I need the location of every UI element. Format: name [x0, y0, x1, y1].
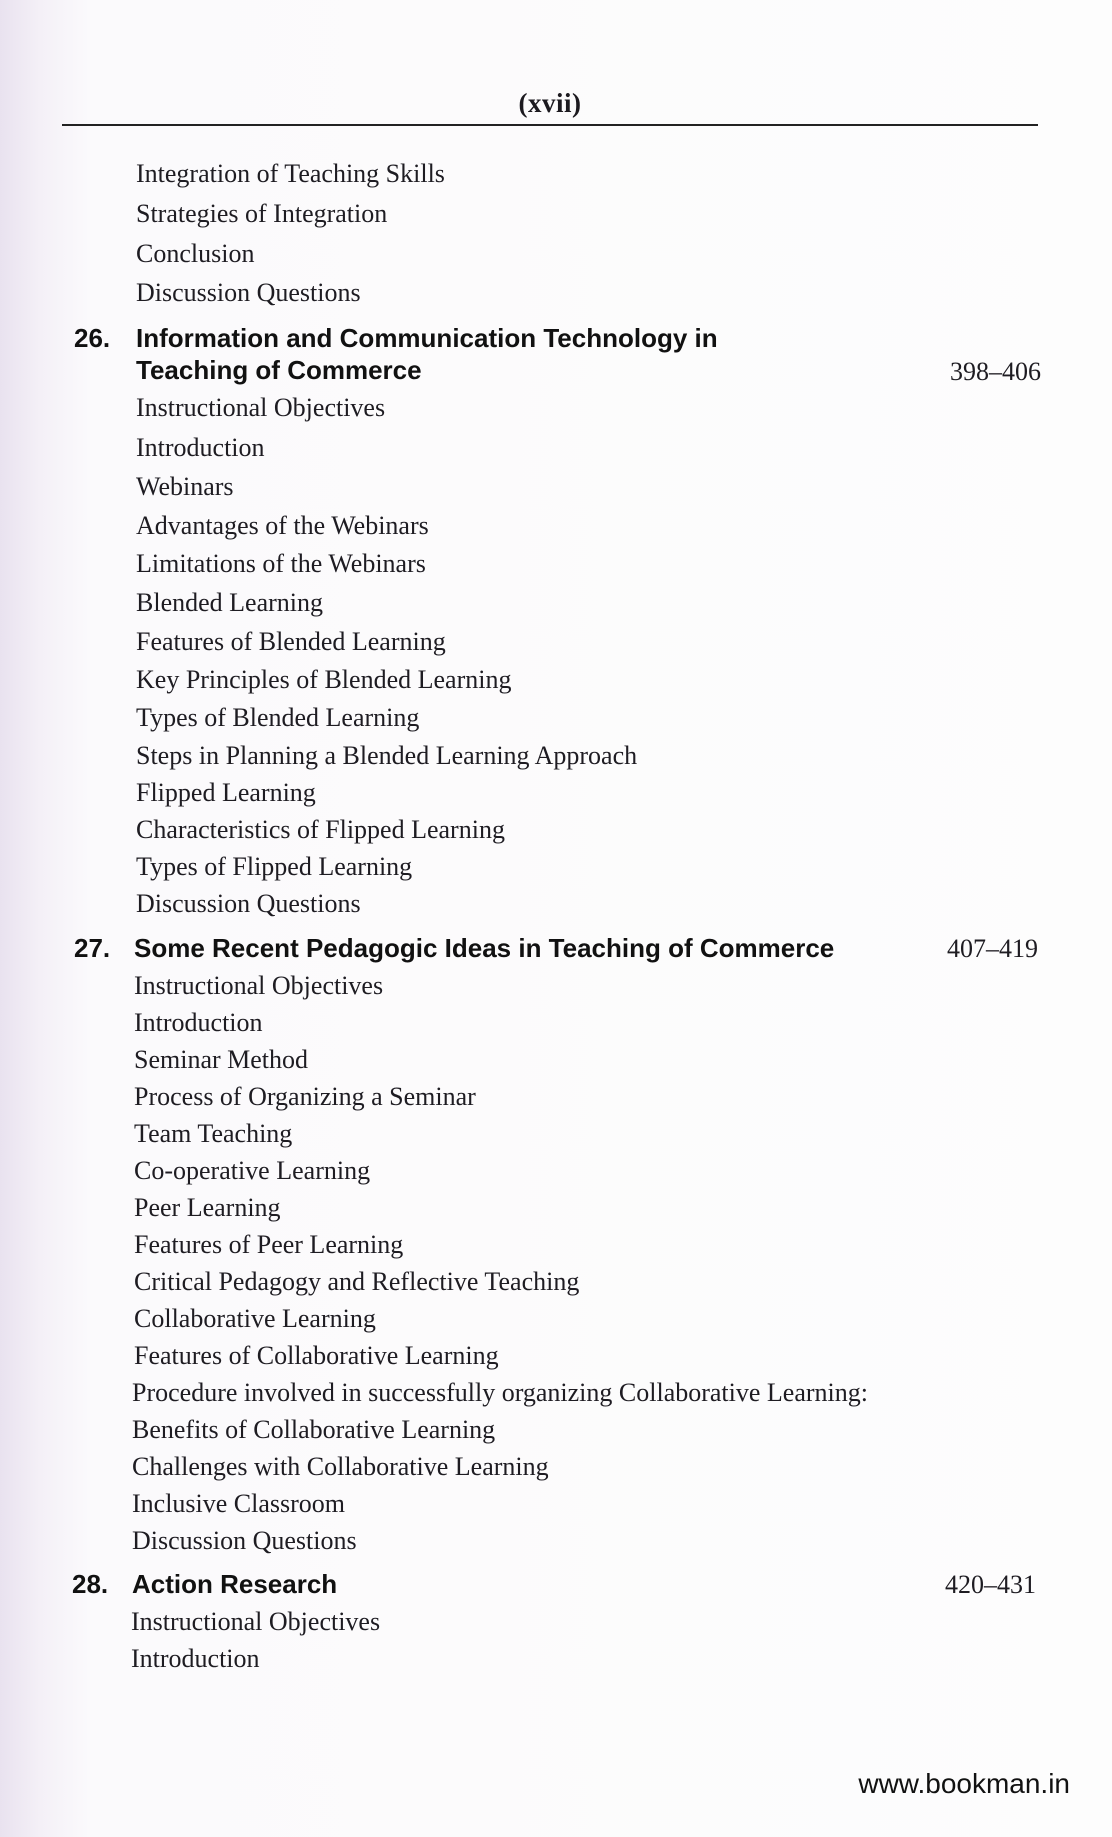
- sub-item: Critical Pedagogy and Reflective Teaching: [134, 1267, 580, 1296]
- sub-item: Features of Peer Learning: [134, 1230, 404, 1259]
- sub-item: Features of Blended Learning: [136, 627, 446, 656]
- chapter-title: Some Recent Pedagogic Ideas in Teaching of Commerce: [134, 933, 835, 963]
- sub-item: Collaborative Learning: [134, 1304, 376, 1333]
- sub-item: Team Teaching: [134, 1119, 293, 1148]
- sub-item: Process of Organizing a Seminar: [134, 1082, 476, 1111]
- sub-item: Conclusion: [136, 239, 255, 268]
- chapter-page-range: 407–419: [947, 934, 1038, 963]
- chapter-page-range: 420–431: [945, 1570, 1036, 1599]
- page-header: (xvii): [518, 88, 582, 118]
- sub-item: Instructional Objectives: [131, 1607, 381, 1636]
- sub-item: Advantages of the Webinars: [136, 511, 429, 540]
- sub-item: Types of Flipped Learning: [136, 852, 413, 881]
- sub-item: Webinars: [136, 472, 234, 501]
- sub-item: Blended Learning: [136, 588, 323, 617]
- chapter-number: 27.: [74, 933, 111, 963]
- sub-item: Discussion Questions: [132, 1526, 357, 1555]
- sub-item: Introduction: [136, 433, 265, 462]
- sub-item: Introduction: [134, 1008, 263, 1037]
- sub-item: Integration of Teaching Skills: [136, 159, 445, 188]
- chapter-title: Action Research: [132, 1569, 338, 1599]
- sub-item: Types of Blended Learning: [136, 703, 420, 732]
- sub-item: Discussion Questions: [136, 889, 361, 918]
- sub-item: Characteristics of Flipped Learning: [136, 815, 505, 844]
- sub-item: Seminar Method: [134, 1045, 309, 1074]
- chapter-title: Information and Communication Technology in: [136, 323, 718, 353]
- chapter-number: 28.: [72, 1569, 109, 1599]
- sub-item: Procedure involved in successfully organizing Collaborative Learning:: [132, 1378, 868, 1407]
- sub-item: Co-operative Learning: [134, 1156, 371, 1185]
- website-watermark: www.bookman.in: [858, 1768, 1070, 1799]
- sub-item: Instructional Objectives: [134, 971, 384, 1000]
- sub-item: Instructional Objectives: [136, 393, 386, 422]
- chapter-number: 26.: [74, 323, 111, 353]
- sub-item: Inclusive Classroom: [132, 1489, 346, 1518]
- sub-item: Flipped Learning: [136, 778, 316, 807]
- header-rule: [62, 124, 1038, 126]
- sub-item: Strategies of Integration: [136, 199, 388, 228]
- sub-item: Limitations of the Webinars: [136, 549, 426, 578]
- chapter-page-range: 398–406: [950, 357, 1041, 386]
- sub-item: Discussion Questions: [136, 278, 361, 307]
- sub-item: Steps in Planning a Blended Learning Approach: [136, 741, 638, 770]
- chapter-title-continued: Teaching of Commerce: [136, 355, 422, 385]
- sub-item: Introduction: [131, 1644, 260, 1673]
- sub-item: Challenges with Collaborative Learning: [132, 1452, 549, 1481]
- sub-item: Benefits of Collaborative Learning: [132, 1415, 496, 1444]
- sub-item: Peer Learning: [134, 1193, 281, 1222]
- sub-item: Features of Collaborative Learning: [134, 1341, 499, 1370]
- sub-item: Key Principles of Blended Learning: [136, 665, 512, 694]
